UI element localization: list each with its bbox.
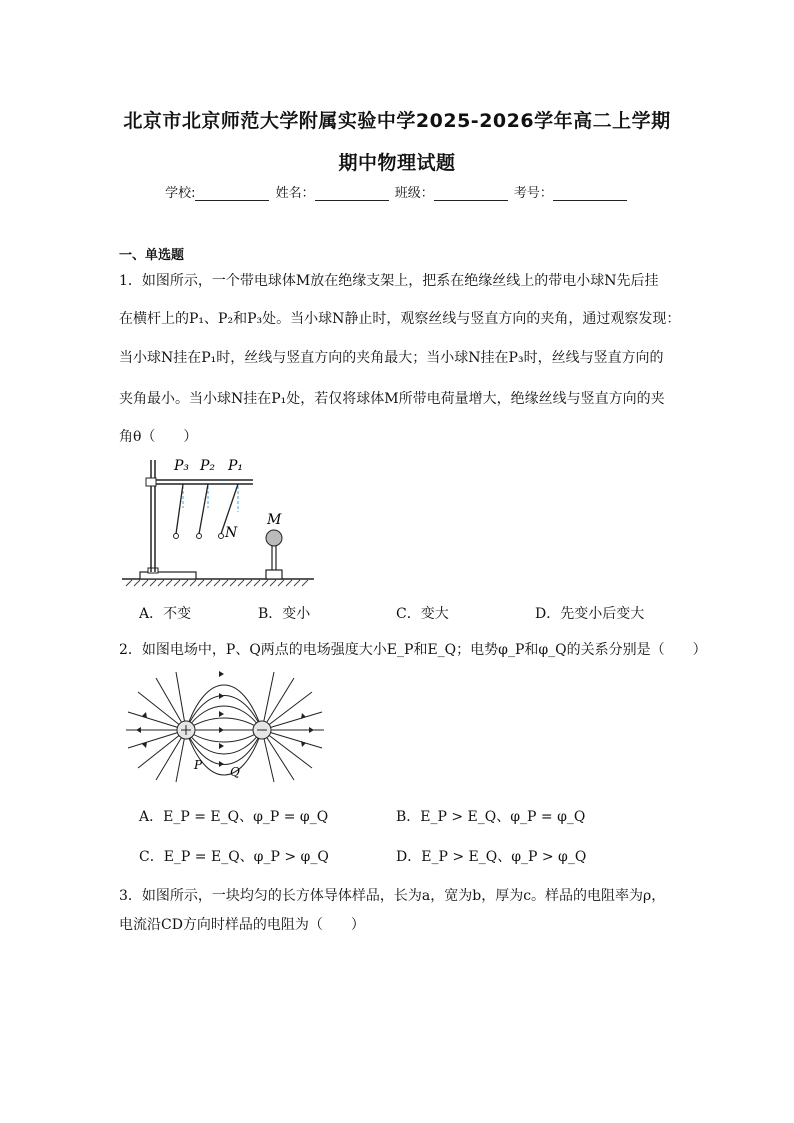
class-blank[interactable] [434, 186, 508, 201]
q1-option-c[interactable]: C．变大 [396, 606, 449, 622]
name-label: 姓名： [275, 186, 315, 201]
ball-n-p1 [219, 534, 224, 539]
ball-n-p3 [174, 534, 179, 539]
field-lines [126, 672, 324, 782]
name-blank[interactable] [315, 186, 389, 201]
q2-option-c[interactable]: C．E_P = E_Q、φ_P > φ_Q [139, 849, 329, 865]
thread-p2 [199, 484, 208, 534]
q1-figure-apparatus [118, 450, 330, 590]
q3-line-2: 电流沿CD方向时样品的电阻为（ ） [119, 917, 365, 933]
q1-line-4: 夹角最小。当小球N挂在P₁处，若仅将球体M所带电荷量增大，绝缘丝线与竖直方向的夹 [119, 391, 665, 407]
thread-p3 [176, 484, 183, 534]
exam-title-line1: 北京市北京师范大学附属实验中学2025-2026学年高二上学期 [123, 110, 671, 132]
clamp [146, 478, 156, 486]
q1-line-2: 在横杆上的P₁、P₂和P₃处。当小球N静止时，观察丝线与竖直方向的夹角，通过观察发现： [119, 311, 681, 327]
exam-number-label: 考号： [513, 186, 553, 201]
q2-stem: 2．如图电场中，P、Q两点的电场强度大小E_P和E_Q；电势φ_P和φ_Q的关系分别是（ ） [119, 642, 707, 658]
school-label: 学校: [165, 186, 196, 201]
exam-title-line2: 期中物理试题 [338, 152, 456, 174]
label-p2: P₂ [200, 458, 216, 474]
q2-option-d[interactable]: D．E_P > E_Q、φ_P > φ_Q [396, 849, 587, 865]
q1-option-b[interactable]: B．变小 [258, 606, 311, 622]
q1-option-a[interactable]: A．不变 [139, 606, 192, 622]
class-label: 班级： [394, 186, 434, 201]
label-point-q: Q [230, 765, 240, 779]
sphere-m [266, 530, 282, 546]
label-p1: P₁ [228, 458, 244, 474]
q2-option-a[interactable]: A．E_P = E_Q、φ_P = φ_Q [139, 809, 329, 825]
school-blank[interactable] [195, 186, 269, 201]
q2-option-b[interactable]: B．E_P > E_Q、φ_P = φ_Q [396, 809, 586, 825]
ball-n-p2 [197, 534, 202, 539]
label-n: N [225, 525, 238, 541]
ground-hatch [126, 580, 308, 586]
label-p3: P₃ [174, 458, 190, 474]
q1-option-d[interactable]: D．先变小后变大 [535, 606, 645, 622]
label-m: M [267, 512, 282, 528]
student-info-row [0, 182, 794, 201]
label-point-p: P [194, 758, 203, 772]
q1-line-5: 角θ（ ） [119, 429, 198, 445]
q2-figure-electric-field [124, 668, 330, 784]
section-heading: 一、单选题 [119, 248, 185, 263]
q1-line-1: 1．如图所示，一个带电球体M放在绝缘支架上，把系在绝缘丝线上的带电小球N先后挂 [119, 273, 659, 289]
exam-number-blank[interactable] [553, 186, 627, 201]
q3-line-1: 3．如图所示，一块均匀的长方体导体样品，长为a，宽为b，厚为c。样品的电阻率为ρ， [119, 888, 666, 904]
q1-line-3: 当小球N挂在P₁时，丝线与竖直方向的夹角最大；当小球N挂在P₃时，丝线与竖直方向的 [119, 350, 664, 366]
